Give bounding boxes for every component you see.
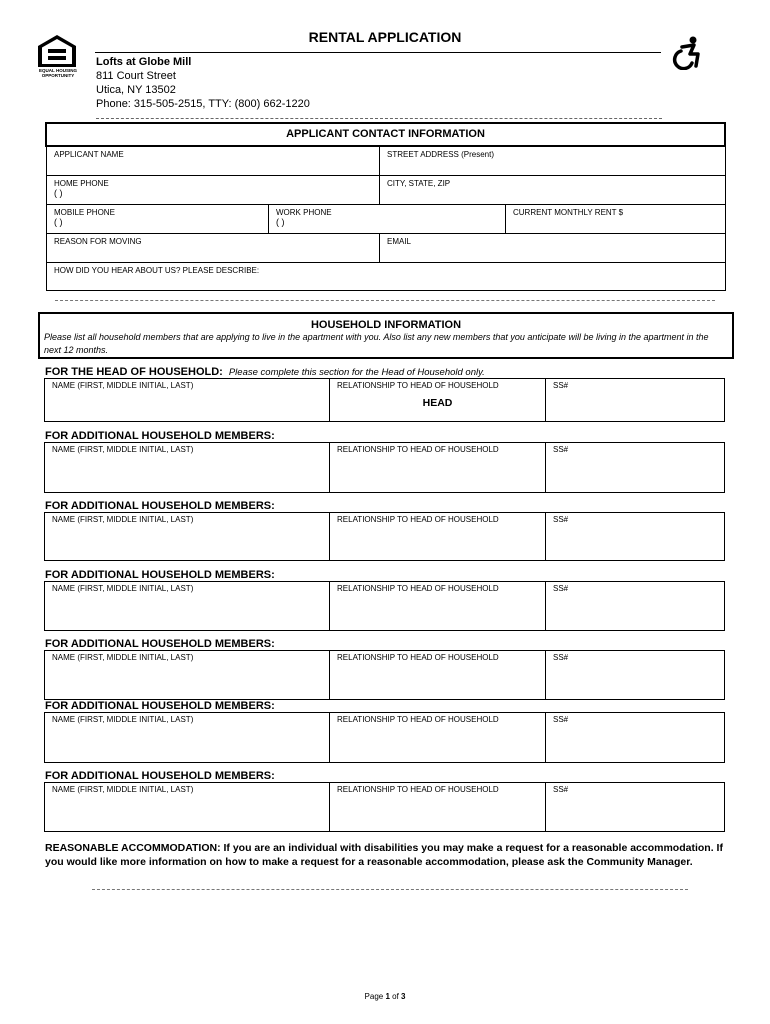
additional-member-row	[44, 512, 725, 561]
member-name-field[interactable]	[45, 783, 329, 831]
member-relationship-field[interactable]	[329, 651, 545, 699]
page-prefix: Page	[364, 992, 386, 1001]
member-relationship-field[interactable]	[329, 713, 545, 762]
additional-member-heading: FOR ADDITIONAL HOUSEHOLD MEMBERS:	[45, 638, 275, 650]
property-phone: Phone: 315-505-2515, TTY: (800) 662-1220	[96, 98, 310, 110]
member-relationship-field[interactable]	[329, 513, 545, 560]
address-divider	[96, 118, 662, 119]
member-relationship-field[interactable]	[329, 783, 545, 831]
page-title: RENTAL APPLICATION	[308, 29, 462, 45]
household-intro: Please list all household members that are applying to live in the apartment with you. Also list any new members that you anticipate will be living in the apartment in the next 12 months.	[44, 332, 709, 355]
additional-member-heading: FOR ADDITIONAL HOUSEHOLD MEMBERS:	[45, 500, 275, 512]
head-of-household-label: FOR THE HEAD OF HOUSEHOLD:	[45, 366, 223, 378]
reason-moving-field[interactable]	[46, 233, 380, 263]
additional-member-row	[44, 782, 725, 832]
page-number	[0, 992, 770, 1001]
head-of-household-row	[44, 378, 725, 422]
home-phone-label: HOME PHONE	[54, 179, 109, 188]
member-ss-field[interactable]	[545, 513, 724, 560]
reason-moving-label: REASON FOR MOVING	[54, 237, 142, 246]
title-divider	[95, 52, 661, 53]
head-name-label: NAME (FIRST, MIDDLE INITIAL, LAST)	[52, 381, 194, 390]
work-phone-paren: ( )	[276, 217, 285, 227]
member-name-label: NAME (FIRST, MIDDLE INITIAL, LAST)	[52, 715, 194, 724]
current-rent-label: CURRENT MONTHLY RENT $	[513, 208, 624, 217]
member-name-label: NAME (FIRST, MIDDLE INITIAL, LAST)	[52, 584, 194, 593]
head-relationship-field[interactable]	[329, 379, 545, 421]
member-ss-label: SS#	[553, 653, 569, 662]
head-ss-field[interactable]	[545, 379, 724, 421]
additional-member-heading: FOR ADDITIONAL HOUSEHOLD MEMBERS:	[45, 770, 275, 782]
member-name-label: NAME (FIRST, MIDDLE INITIAL, LAST)	[52, 445, 194, 454]
applicant-name-label: APPLICANT NAME	[54, 150, 124, 159]
additional-member-row	[44, 712, 725, 763]
page-total: 3	[401, 992, 406, 1001]
street-address-label: STREET ADDRESS (Present)	[387, 150, 494, 159]
member-relationship-label: RELATIONSHIP TO HEAD OF HOUSEHOLD	[337, 584, 499, 593]
member-relationship-label: RELATIONSHIP TO HEAD OF HOUSEHOLD	[337, 785, 499, 794]
equal-housing-label: EQUAL HOUSING OPPORTUNITY	[39, 68, 77, 78]
member-relationship-label: RELATIONSHIP TO HEAD OF HOUSEHOLD	[337, 715, 499, 724]
current-rent-field[interactable]	[505, 204, 726, 234]
member-name-label: NAME (FIRST, MIDDLE INITIAL, LAST)	[52, 785, 194, 794]
member-name-label: NAME (FIRST, MIDDLE INITIAL, LAST)	[52, 515, 194, 524]
property-city: Utica, NY 13502	[96, 84, 176, 96]
additional-member-row	[44, 581, 725, 631]
contact-divider	[55, 300, 715, 301]
member-name-field[interactable]	[45, 443, 329, 492]
member-ss-label: SS#	[553, 515, 569, 524]
member-relationship-field[interactable]	[329, 443, 545, 492]
member-ss-field[interactable]	[545, 783, 724, 831]
member-ss-label: SS#	[553, 584, 569, 593]
hear-about-us-field[interactable]	[46, 262, 726, 291]
additional-member-heading: FOR ADDITIONAL HOUSEHOLD MEMBERS:	[45, 700, 275, 712]
home-phone-field[interactable]	[46, 175, 380, 205]
member-relationship-label: RELATIONSHIP TO HEAD OF HOUSEHOLD	[337, 653, 499, 662]
work-phone-label: WORK PHONE	[276, 208, 332, 217]
member-ss-label: SS#	[553, 785, 569, 794]
city-state-zip-field[interactable]	[379, 175, 726, 205]
member-ss-label: SS#	[553, 445, 569, 454]
accessibility-icon	[672, 36, 702, 75]
additional-member-heading: FOR ADDITIONAL HOUSEHOLD MEMBERS:	[45, 430, 275, 442]
head-name-field[interactable]	[45, 379, 329, 421]
work-phone-field[interactable]	[268, 204, 506, 234]
head-of-household-heading	[45, 366, 485, 378]
member-ss-label: SS#	[553, 715, 569, 724]
member-ss-field[interactable]	[545, 713, 724, 762]
member-relationship-field[interactable]	[329, 582, 545, 630]
head-ss-label: SS#	[553, 381, 569, 390]
page-of: of	[389, 992, 402, 1001]
street-address-field[interactable]	[379, 146, 726, 176]
accommodation-divider	[92, 889, 688, 890]
member-ss-field[interactable]	[545, 582, 724, 630]
head-relationship-value: HEAD	[422, 397, 453, 409]
mobile-phone-paren: ( )	[54, 217, 63, 227]
additional-member-row	[44, 442, 725, 493]
applicant-name-field[interactable]	[46, 146, 380, 176]
city-state-zip-label: CITY, STATE, ZIP	[387, 179, 451, 188]
email-label: EMAIL	[387, 237, 412, 246]
member-relationship-label: RELATIONSHIP TO HEAD OF HOUSEHOLD	[337, 515, 499, 524]
member-name-label: NAME (FIRST, MIDDLE INITIAL, LAST)	[52, 653, 194, 662]
reasonable-accommodation-text: REASONABLE ACCOMMODATION: If you are an individual with disabilities you may make a request for a reasonable accommodation. If you would like more information on how to make a request for a reasonable accommodation, please ask the Community Manager.	[45, 842, 723, 868]
additional-member-row	[44, 650, 725, 700]
page-current: 1	[385, 992, 390, 1001]
additional-member-heading: FOR ADDITIONAL HOUSEHOLD MEMBERS:	[45, 569, 275, 581]
household-section-title: HOUSEHOLD INFORMATION	[310, 319, 462, 331]
mobile-phone-field[interactable]	[46, 204, 269, 234]
member-name-field[interactable]	[45, 513, 329, 560]
head-of-household-note: Please complete this section for the Head of Household only.	[228, 367, 485, 378]
member-name-field[interactable]	[45, 651, 329, 699]
mobile-phone-label: MOBILE PHONE	[54, 208, 115, 217]
member-name-field[interactable]	[45, 713, 329, 762]
member-relationship-label: RELATIONSHIP TO HEAD OF HOUSEHOLD	[337, 445, 499, 454]
email-field[interactable]	[379, 233, 726, 263]
property-street: 811 Court Street	[96, 70, 176, 82]
hear-about-us-label: HOW DID YOU HEAR ABOUT US? PLEASE DESCRIBE:	[54, 266, 260, 275]
member-ss-field[interactable]	[545, 443, 724, 492]
property-name: Lofts at Globe Mill	[96, 56, 192, 68]
home-phone-paren: ( )	[54, 188, 63, 198]
member-name-field[interactable]	[45, 582, 329, 630]
head-relationship-label: RELATIONSHIP TO HEAD OF HOUSEHOLD	[337, 381, 499, 390]
member-ss-field[interactable]	[545, 651, 724, 699]
contact-section-title: APPLICANT CONTACT INFORMATION	[286, 128, 485, 140]
